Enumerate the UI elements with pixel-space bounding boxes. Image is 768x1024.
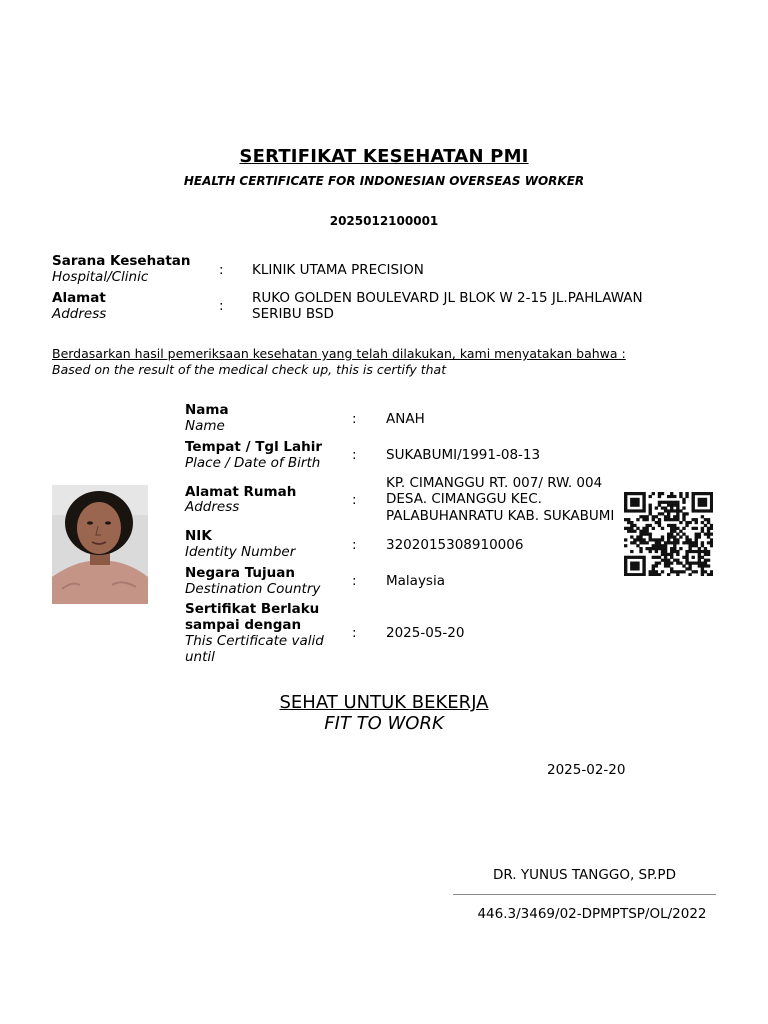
clinic-value: KLINIK UTAMA PRECISION bbox=[252, 262, 424, 278]
home-address-line2: DESA. CIMANGGU KEC. bbox=[386, 491, 542, 507]
home-address-line1: KP. CIMANGGU RT. 007/ RW. 004 bbox=[386, 475, 603, 491]
address-value-line2: SERIBU BSD bbox=[252, 306, 334, 322]
birth-label: Tempat / Tgl Lahir bbox=[185, 439, 323, 455]
nik-label: NIK bbox=[185, 528, 212, 544]
valid-until-label-1: Sertifikat Berlaku bbox=[185, 601, 320, 617]
issue-date: 2025-02-20 bbox=[547, 762, 626, 778]
name-label-en: Name bbox=[185, 418, 225, 434]
colon: : bbox=[352, 492, 357, 508]
home-address-line3: PALABUHANRATU KAB. SUKABUMI bbox=[386, 508, 615, 524]
home-address-label-en: Address bbox=[185, 499, 240, 515]
address-label-en: Address bbox=[52, 306, 107, 322]
colon: : bbox=[219, 262, 224, 278]
statement-id: Berdasarkan hasil pemeriksaan kesehatan yang telah dilakukan, kami menyatakan bahwa : bbox=[52, 346, 626, 361]
address-label: Alamat bbox=[52, 290, 106, 306]
certificate-title: SERTIFIKAT KESEHATAN PMI bbox=[239, 146, 529, 167]
certificate-number: 2025012100001 bbox=[329, 214, 439, 228]
colon: : bbox=[352, 625, 357, 641]
nik-value: 3202015308910006 bbox=[386, 537, 524, 553]
colon: : bbox=[352, 447, 357, 463]
certificate-subtitle: HEALTH CERTIFICATE FOR INDONESIAN OVERSEAS WORKER bbox=[183, 174, 585, 188]
valid-until-label-en-1: This Certificate valid bbox=[185, 633, 324, 649]
name-label: Nama bbox=[185, 402, 229, 418]
colon: : bbox=[352, 411, 357, 427]
destination-label-en: Destination Country bbox=[185, 581, 321, 597]
qr-code bbox=[624, 492, 713, 576]
home-address-label: Alamat Rumah bbox=[185, 484, 297, 500]
name-value: ANAH bbox=[386, 411, 425, 427]
result-status-en: FIT TO WORK bbox=[324, 713, 444, 734]
doctor-name: DR. YUNUS TANGGO, SP.PD bbox=[493, 867, 676, 883]
colon: : bbox=[352, 537, 357, 553]
address-value-line1: RUKO GOLDEN BOULEVARD JL BLOK W 2-15 JL.PAHLAWAN bbox=[252, 290, 643, 306]
valid-until-value: 2025-05-20 bbox=[386, 625, 465, 641]
destination-value: Malaysia bbox=[386, 573, 445, 589]
statement-en: Based on the result of the medical check up, this is certify that bbox=[52, 362, 447, 377]
nik-label-en: Identity Number bbox=[185, 544, 296, 560]
valid-until-label-2: sampai dengan bbox=[185, 617, 302, 633]
valid-until-label-en-2: until bbox=[185, 649, 215, 665]
destination-label: Negara Tujuan bbox=[185, 565, 295, 581]
result-status-id: SEHAT UNTUK BEKERJA bbox=[279, 692, 489, 713]
birth-label-en: Place / Date of Birth bbox=[185, 455, 321, 471]
license-number: 446.3/3469/02-DPMPTSP/OL/2022 bbox=[477, 906, 707, 922]
clinic-label: Sarana Kesehatan bbox=[52, 253, 191, 269]
person-photo bbox=[52, 485, 148, 604]
colon: : bbox=[352, 573, 357, 589]
clinic-label-en: Hospital/Clinic bbox=[52, 269, 149, 285]
signature-line bbox=[453, 894, 716, 895]
birth-value: SUKABUMI/1991-08-13 bbox=[386, 447, 541, 463]
colon: : bbox=[219, 298, 224, 314]
